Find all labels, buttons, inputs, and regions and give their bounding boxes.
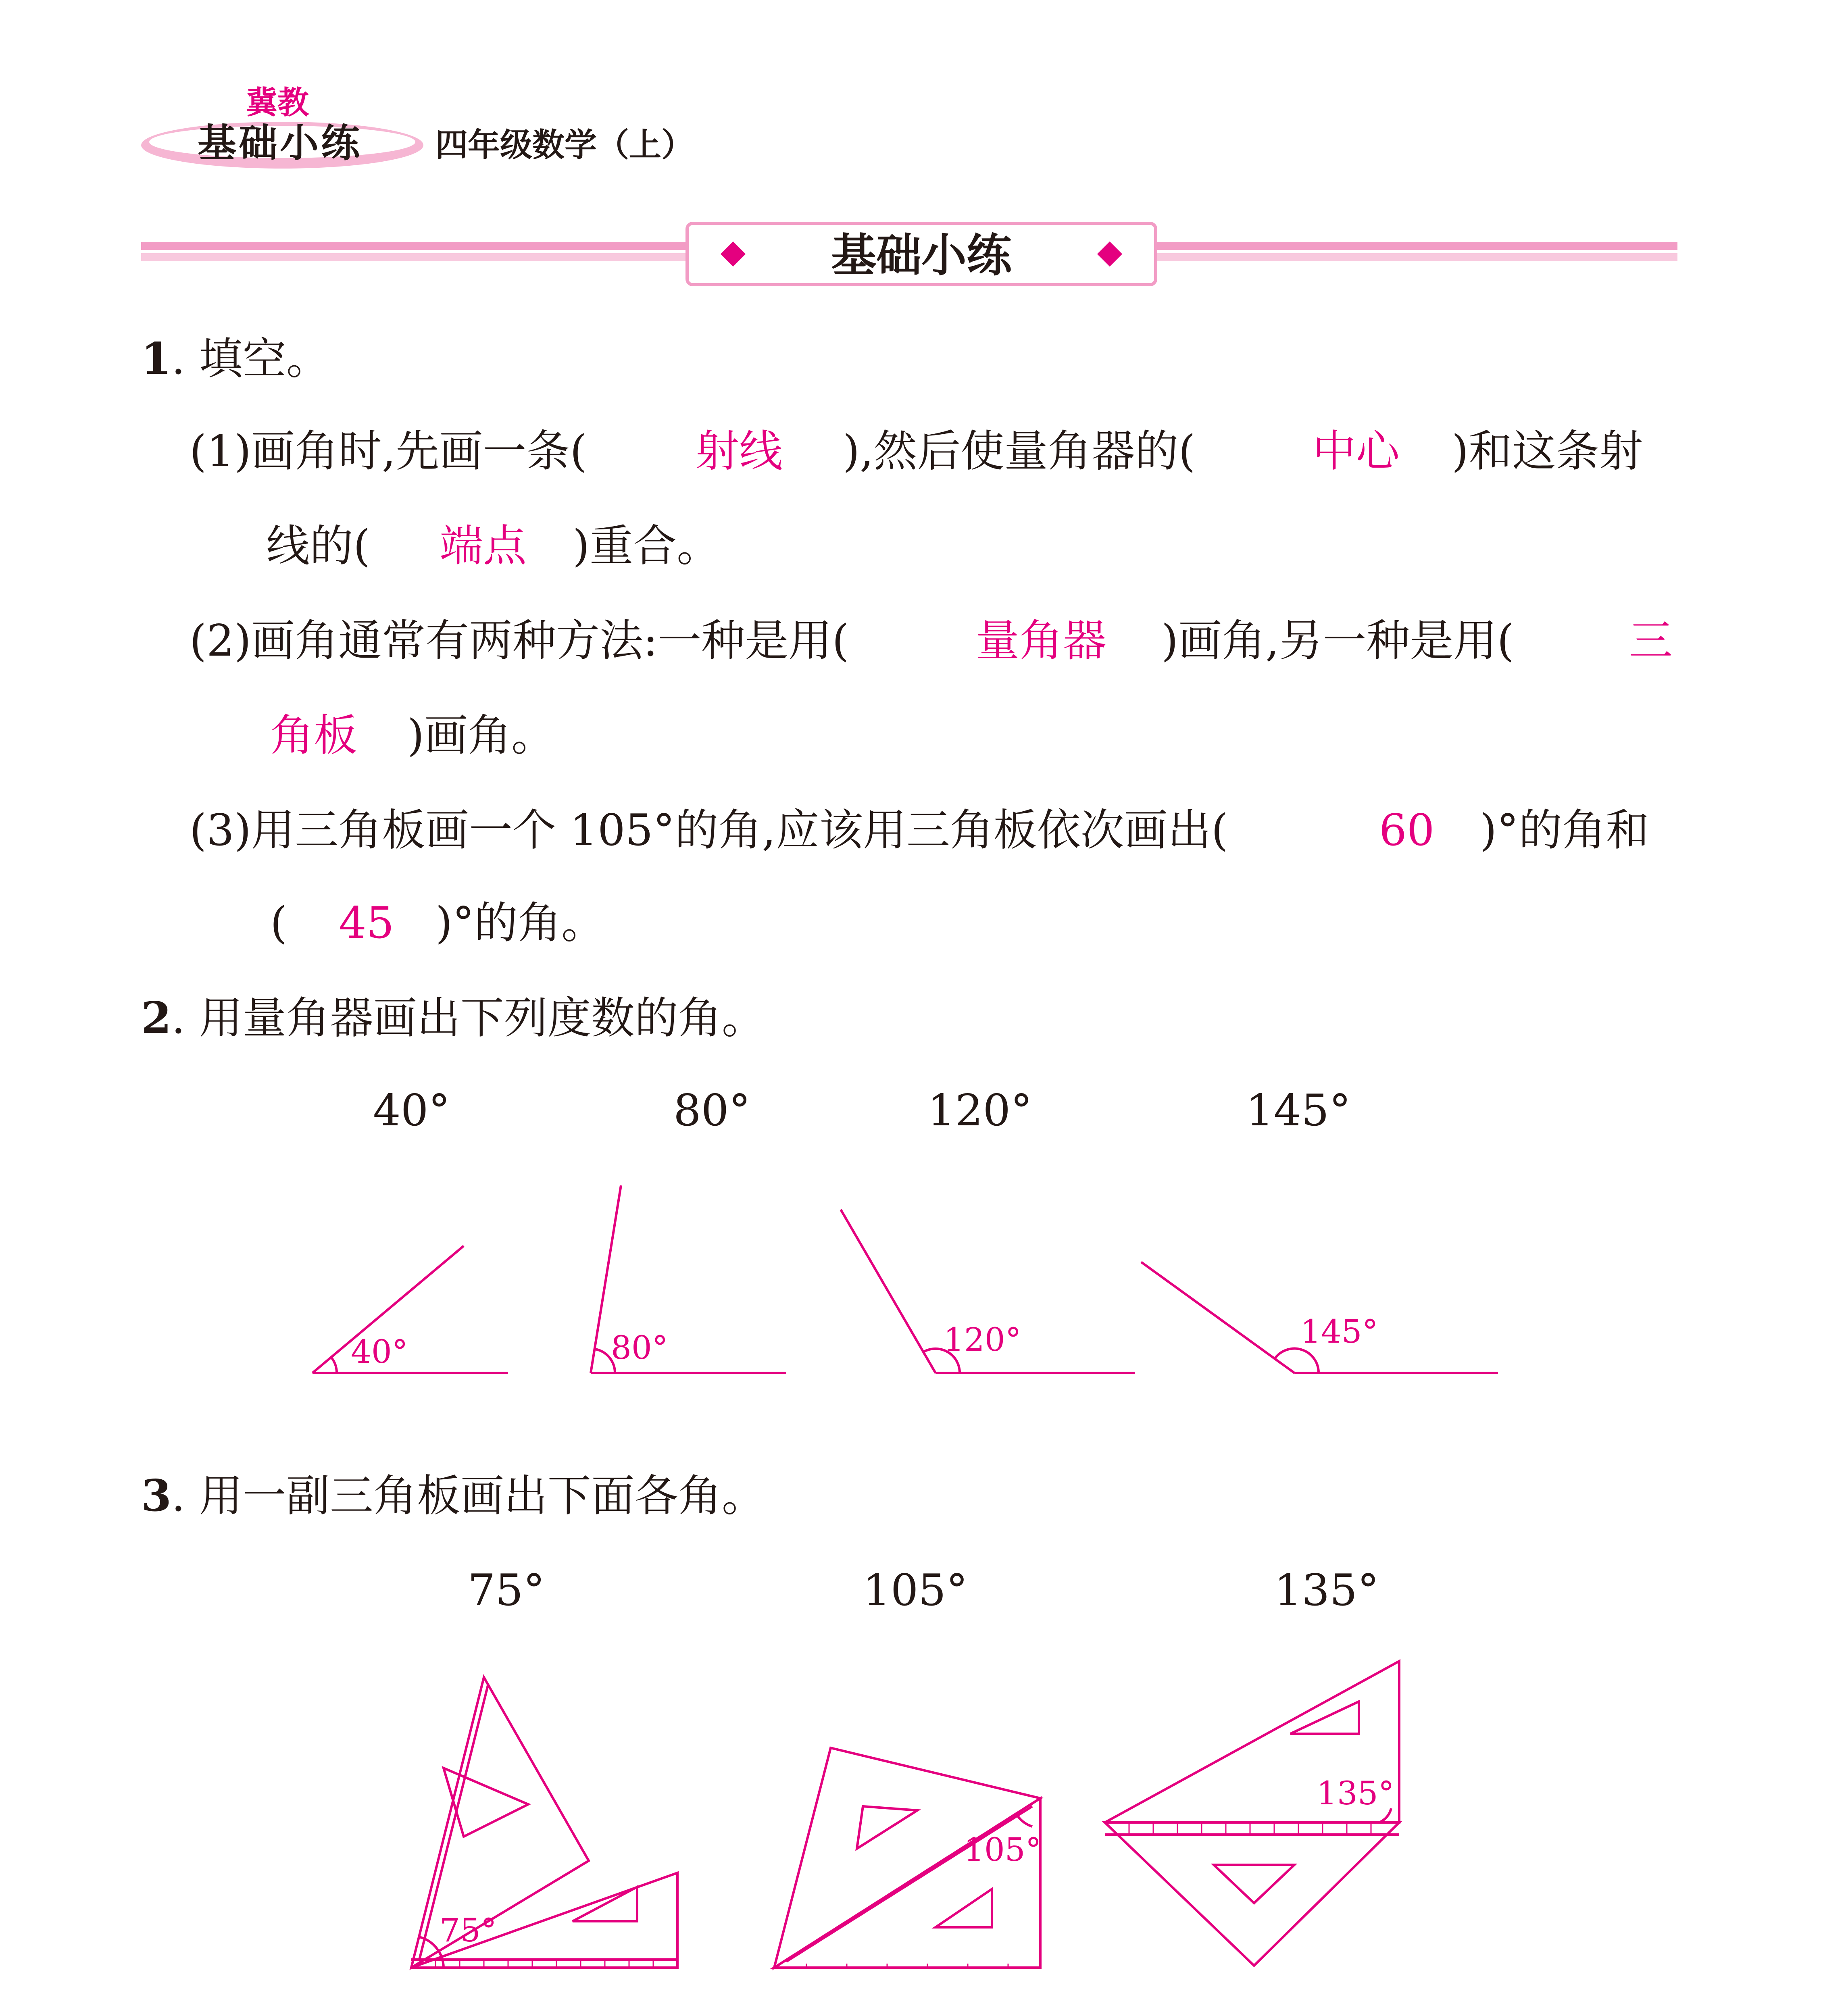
section-title: 基础小练 [831,229,1012,282]
q1-p3-answer-2: 45 [339,898,394,948]
q1-p2-answer-2a: 三 [1629,616,1673,666]
q1-p1-answer-2: 中心 [1313,426,1400,477]
q1-title: . 填空。 [171,334,330,384]
q1-p2-answer-2b: 角板 [270,710,358,761]
q1-p3-text-d: )°的角。 [435,898,605,948]
q2-heading [141,988,765,1049]
section-band-right [1157,242,1677,264]
q3-mark-105: 105° [964,1831,1042,1868]
q1-p1-text-e: )重合。 [573,521,721,571]
q3-angle-heading-3: 135° [1274,1565,1379,1616]
q2-angle-heading-2: 80° [673,1085,751,1136]
q2-angle-heading-1: 40° [373,1085,450,1136]
q3-set-square-drawings [0,1645,1821,1988]
q3-angle-heading-2: 105° [863,1565,968,1616]
q3-ruler-ticks [435,1822,1371,1968]
header-series: 基础小练 [198,121,362,166]
q2-mark-40: 40° [351,1333,408,1370]
q1-number: 1 [141,333,172,384]
q1-p2-text-a: (2)画角通常有两种方法:一种是用( [190,616,849,666]
q1-p3-text-b: )°的角和 [1480,805,1650,856]
q3-mark-75: 75° [440,1912,497,1949]
q2-number: 2 [141,993,172,1043]
q1-p1-text-d: 线的( [266,521,371,571]
q2-angle-40 [313,1246,508,1373]
q1-p3-text-a: (3)用三角板画一个 105°的角,应该用三角板依次画出( [190,805,1228,856]
q3-title: . 用一副三角板画出下面各角。 [171,1471,765,1521]
q2-angle-heading-3: 120° [927,1085,1033,1136]
q3-heading [141,1466,765,1527]
q2-title: . 用量角器画出下列度数的角。 [171,993,765,1043]
q3-number: 3 [141,1470,172,1521]
header-region: 冀教 [246,85,309,121]
q1-p3-text-c: ( [270,898,288,948]
q1-p2-text-b: )画角,另一种是用( [1161,616,1514,666]
q3-angle-heading-1: 75° [468,1565,545,1616]
q1-p1-answer-3: 端点 [440,521,527,571]
q2-mark-120: 120° [944,1321,1021,1358]
section-title-box [685,222,1157,286]
q3-mark-135: 135° [1317,1774,1394,1812]
q1-p1-text-a: (1)画角时,先画一条( [190,426,587,477]
q1-p3-answer-1: 60 [1379,805,1435,856]
q2-angle-drawings [0,1149,1821,1399]
q2-mark-80: 80° [611,1329,668,1366]
q3-drawing-135 [1105,1661,1399,1966]
q1-heading [141,329,330,389]
header-grade: 四年级数学（上） [435,126,694,164]
section-band-left [141,242,690,264]
q2-angle-heading-4: 145° [1246,1085,1351,1136]
q1-p1-answer-1: 射线 [696,426,783,477]
q2-mark-145: 145° [1300,1313,1378,1350]
q1-p2-text-c: )画角。 [407,710,555,761]
q1-p2-answer-1: 量角器 [976,616,1107,666]
q1-p1-text-c: )和这条射 [1452,426,1643,477]
q1-p1-text-b: ),然后使量角器的( [843,426,1196,477]
